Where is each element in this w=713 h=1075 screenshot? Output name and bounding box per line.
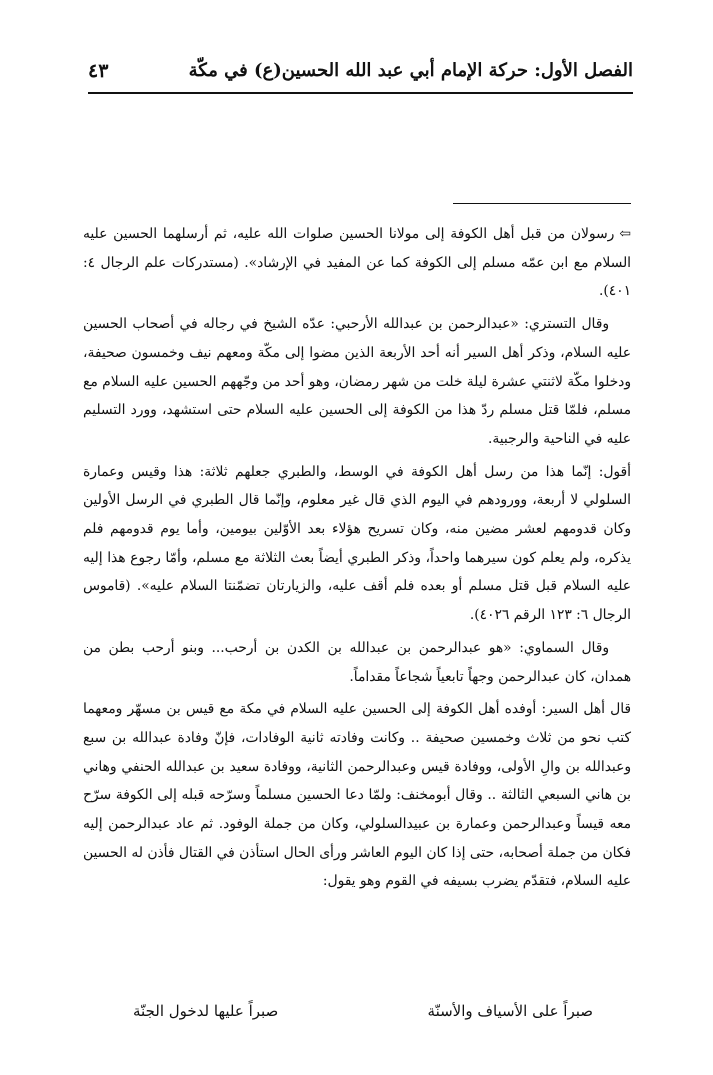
paragraph-3: أقول: إنّما هذا من رسل أهل الكوفة في الوسط، والطبري جعلهم ثلاثة: هذا وقيس وعمارة السلولي لا أربعة، وورودهم في اليوم الذي قال غير معلوم، وإنّما قال الطبري في الرسل الأولين وكان قدومهم لعشر مضين منه، وكان تسريح هؤلاء بعد الأوّلين بيومين، وأما يوم قدومهم فلم يذكره، ولم يعلم كون سيرهما واحداً، وذكر الطبري أيضاً بعث الثلاثة مع مسلم، وأمّا رجوع هذا إليه عليه السلام قبل قتل مسلم أو بعده فلم أقف عليه، والزيارتان تضمّنتا السلام عليه». (قاموس الرجال ٦: ١٢٣ الرقم ٤٠٢٦). xyxy=(83,463,631,624)
paragraph-5: قال أهل السير: أوفده أهل الكوفة إلى الحسين عليه السلام في مكة مع قيس بن مسهّر ومعهما كتب نحو من ثلاث وخمسين صحيفة .. وكانت وفادته ثانية الوفادات، فإنّ وفادة عبدالله بن سبع وعبدالله بن والِ الأولى، ووفادة قيس وعبدالرحمن الثانية، ووفادة سعيد بن عبدالله الحنفي وهاني بن هاني السبعي الثالثة .. وقال أبومخنف: ولمّا دعا الحسين مسلماً وسرّحه قبله إلى الكوفة سرّح معه قيساً وعبدالرحمن وعمارة بن عبيدالسلولي، وكان من جملة الوفود. ثم عاد عبدالرحمن إليه فكان من جملة أصحابه، حتى إذا كان اليوم العاشر ورأى الحال استأذن في القتال فأذن له الحسين عليه السلام، فتقدّم يضرب بسيفه في القوم وهو يقول: xyxy=(83,701,631,890)
paragraph-1-text: رسولان من قبل أهل الكوفة إلى مولانا الحسين صلوات الله عليه، ثم أرسلهما الحسين عليه السلام مع ابن عمّه مسلم إلى الكوفة كما عن المفيد في الإرشاد». (مستدركات علم الرجال ٤: ٤٠١). xyxy=(83,226,631,300)
paragraph-4: وقال السماوي: «هو عبدالرحمن بن عبدالله بن الكدن بن أرحب... وبنو أرحب بطن من همدان، كان عبدالرحمن وجهاً تابعياً شجاعاً مقداماً. xyxy=(83,639,631,685)
poem-verse xyxy=(133,1002,593,1032)
chapter-title: الفصل الأول: حركة الإمام أبي عبد الله الحسين(ع) في مكّة xyxy=(188,60,633,81)
page-header xyxy=(88,58,633,94)
paragraph-1 xyxy=(83,220,631,306)
footnote-body xyxy=(83,220,631,896)
footnote-separator xyxy=(453,203,631,204)
verse-second-hemistich: صبراً عليها لدخول الجنّة xyxy=(133,1002,279,1020)
verse-first-hemistich: صبراً على الأسياف والأسنّة xyxy=(427,1002,593,1020)
paragraph-2: وقال التستري: «عبدالرحمن بن عبدالله الأرحبي: عدّه الشيخ في رجاله في أصحاب الحسين عليه السلام، وذكر أهل السير أنه أحد الأربعة الذين مضوا إلى مكّة ومعهم نيف وخمسون صحيفة، ودخلوا مكّة لاثنتي عشرة ليلة خلت من شهر رمضان، وهو أحد من وجّههم الحسين عليه السلام مع مسلم، فلمّا قتل مسلم ردّ هذا من الكوفة إلى الحسين عليه السلام حتى استشهد، وورد التسليم عليه في الناحية والرجبية. xyxy=(83,316,631,447)
continuation-arrow-icon: ⇦ xyxy=(619,226,631,242)
page-number: ٤٣ xyxy=(88,60,109,82)
